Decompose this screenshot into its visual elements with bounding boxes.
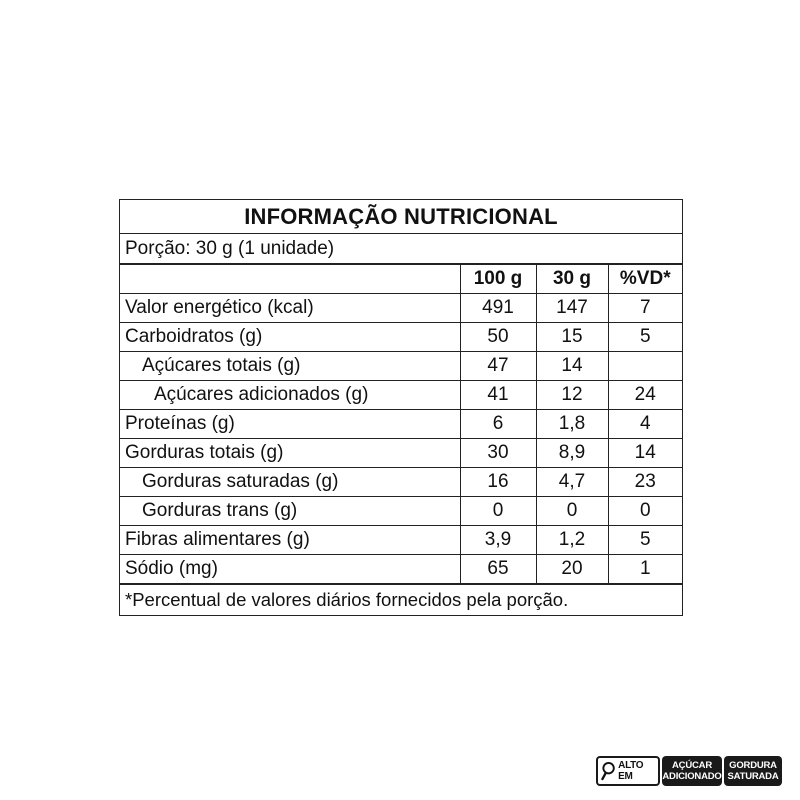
table-row <box>120 381 682 410</box>
value-dv: 23 <box>608 468 682 497</box>
header-per-portion: 30 g <box>536 265 608 294</box>
nutrient-name: Açúcares adicionados (g) <box>120 381 460 410</box>
table-row <box>120 410 682 439</box>
value-dv: 5 <box>608 323 682 352</box>
value-dv: 7 <box>608 294 682 323</box>
value-portion: 4,7 <box>536 468 608 497</box>
value-100g: 0 <box>460 497 536 526</box>
badge-line: ADICIONADO <box>662 771 722 782</box>
table-row <box>120 555 682 584</box>
value-portion: 1,2 <box>536 526 608 555</box>
nutrition-facts-table <box>119 199 683 616</box>
added-sugar-badge <box>662 756 722 786</box>
nutrient-name: Gorduras totais (g) <box>120 439 460 468</box>
table-row <box>120 468 682 497</box>
value-dv: 14 <box>608 439 682 468</box>
magnifier-icon <box>601 761 616 781</box>
nutrient-name: Fibras alimentares (g) <box>120 526 460 555</box>
table-title: INFORMAÇÃO NUTRICIONAL <box>120 200 682 234</box>
front-warning-label <box>596 756 784 786</box>
table-row <box>120 526 682 555</box>
value-100g: 6 <box>460 410 536 439</box>
nutrient-name: Açúcares totais (g) <box>120 352 460 381</box>
value-dv: 24 <box>608 381 682 410</box>
nutrient-name: Gorduras saturadas (g) <box>120 468 460 497</box>
value-100g: 30 <box>460 439 536 468</box>
header-name <box>120 265 460 294</box>
table-row <box>120 439 682 468</box>
value-portion: 20 <box>536 555 608 584</box>
table-row <box>120 323 682 352</box>
value-100g: 3,9 <box>460 526 536 555</box>
alto-em-text: ALTO EM <box>618 760 644 782</box>
value-100g: 16 <box>460 468 536 497</box>
nutrient-name: Proteínas (g) <box>120 410 460 439</box>
nutrient-name: Gorduras trans (g) <box>120 497 460 526</box>
value-100g: 65 <box>460 555 536 584</box>
value-dv: 0 <box>608 497 682 526</box>
value-portion: 0 <box>536 497 608 526</box>
header-row <box>120 265 682 294</box>
saturated-fat-badge <box>724 756 782 786</box>
value-portion: 8,9 <box>536 439 608 468</box>
badge-line: SATURADA <box>727 771 779 782</box>
footnote: *Percentual de valores diários fornecidos pela porção. <box>120 584 682 615</box>
nutrient-name: Sódio (mg) <box>120 555 460 584</box>
table-row <box>120 352 682 381</box>
badge-line: GORDURA <box>729 760 777 771</box>
header-per-100g: 100 g <box>460 265 536 294</box>
value-dv: 4 <box>608 410 682 439</box>
nutrient-name: Valor energético (kcal) <box>120 294 460 323</box>
value-portion: 12 <box>536 381 608 410</box>
value-100g: 47 <box>460 352 536 381</box>
value-dv: 5 <box>608 526 682 555</box>
value-100g: 50 <box>460 323 536 352</box>
value-portion: 14 <box>536 352 608 381</box>
table-row <box>120 497 682 526</box>
nutrient-table <box>120 264 682 584</box>
portion-size: Porção: 30 g (1 unidade) <box>120 234 682 264</box>
value-100g: 41 <box>460 381 536 410</box>
value-portion: 1,8 <box>536 410 608 439</box>
value-dv <box>608 352 682 381</box>
value-portion: 147 <box>536 294 608 323</box>
value-portion: 15 <box>536 323 608 352</box>
table-row <box>120 294 682 323</box>
value-dv: 1 <box>608 555 682 584</box>
badge-line: AÇÚCAR <box>672 760 712 771</box>
nutrient-name: Carboidratos (g) <box>120 323 460 352</box>
alto-em-badge <box>596 756 660 786</box>
value-100g: 491 <box>460 294 536 323</box>
header-daily-value: %VD* <box>608 265 682 294</box>
